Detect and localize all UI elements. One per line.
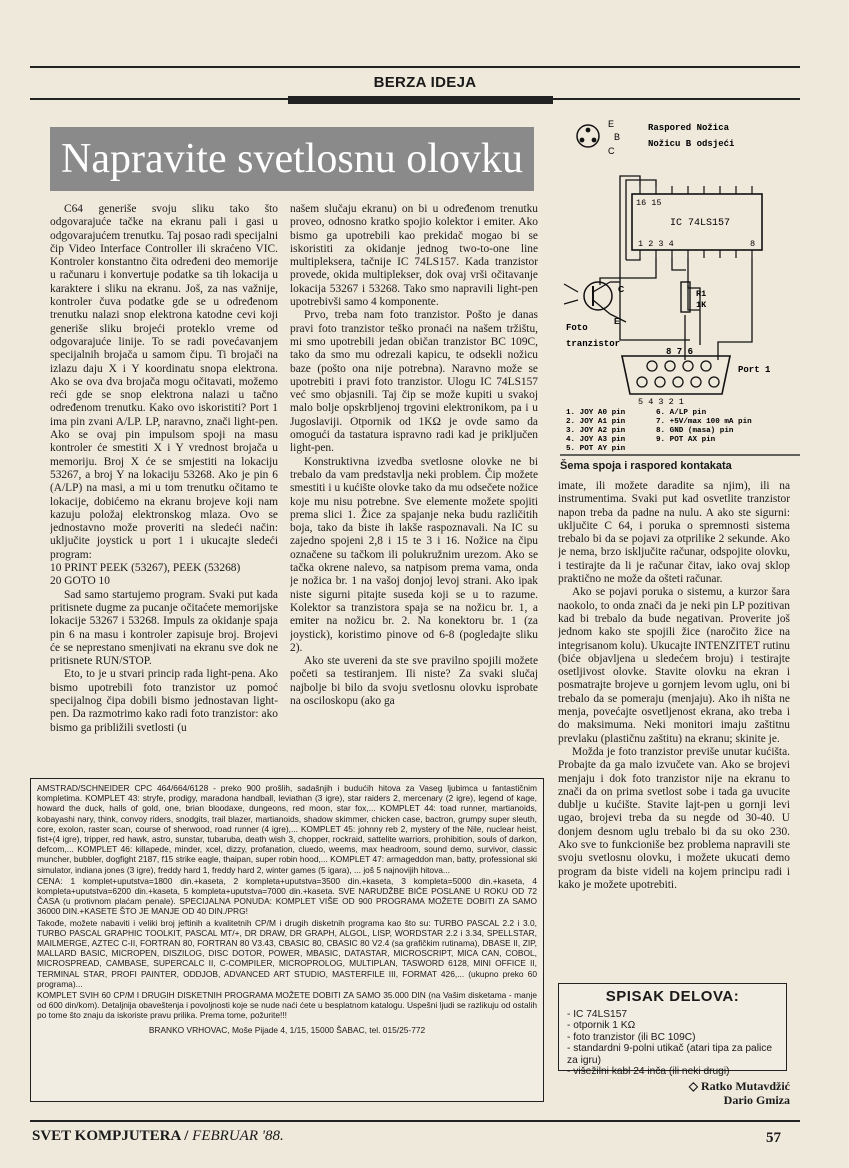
pin-list-left-3: 3. JOY A2 pin	[566, 427, 626, 435]
issue-date: FEBRUAR '88.	[192, 1128, 284, 1144]
header-rule-left	[30, 98, 288, 100]
col1-paragraph-3: Eto, to je u stvari princip rada light-pena. Ako bismo upotrebili foto tranzistor uz pomoć specijalnog čipa dobili bismo jednostavan light-pen. Da razmotrimo kako radi foto tranzistor: ako bismo ga približili svetlosti (u	[50, 668, 278, 734]
footer-magazine	[32, 1128, 284, 1145]
pin-list-left-1: 1. JOY A0 pin	[566, 409, 626, 417]
ic-label: IC 74LS157	[670, 218, 731, 229]
resistor-r1	[681, 282, 690, 312]
parts-list-title: SPISAK DELOVA:	[605, 988, 740, 1005]
parts-item: - foto tranzistor (ili BC 109C)	[567, 1031, 696, 1043]
col1-paragraph-1: C64 generiše svoju sliku tako što odgovarajuće tačke na ekranu pali i gasi u odgovarajućem trenutku. Taj posao radi specijalni čip Video Interface Controller ili skraćeno VIC. Kontroler konstantno čita određeni deo memorije u računaru i konvertuje podatke sa tih lokacija u karaktere i sliku na ekranu. Još, za nas važnije, kontroler čuva podatke gde se u određenom trenutku nalazi snop elektrona katodne cevi koji generiše sliku brojeći proteklo vreme od odgovarajuće linije. To se radi povećavanjem specijalnih brojača u samom čipu. Ti brojači na izlazu daju X i Y koordinatu snopa elektrona. Ako se ova dva brojača mogu očitavati, možemo reći gde se snop elektrona nalazi u tačno određenom trenutku. Kako ovo iskoristiti? Port 1 ima pin zvani A/LP. LP, naravno, znači light-pen. Ako se ovaj pin impulsom spoji na masu kontroler će smestiti X i Y vrednost brojača u memoriju. Broj X će se smjestiti na lokaciju 53267, a broj Y na lokaciju 53268. Ako je pin 6 (A/LP) na masi, a mi u tom trenutku očitamo te lokacije, dobićemo na ekranu brojeve koji nam kazuju položaj elektronskog mlaza. Ovo se jednostavno može proveriti na sledeći način: uključite joystick u port 1 i ukucajte sledeći program:	[50, 203, 278, 561]
foto-label-1: Foto	[566, 323, 588, 333]
port-1-connector	[622, 356, 730, 394]
pin-list-left-4: 4. JOY A3 pin	[566, 436, 626, 444]
advertisement-box	[30, 778, 544, 1102]
pin-list-right-4: 9. POT AX pin	[656, 436, 716, 444]
parts-item: - otpornik 1 KΩ	[567, 1020, 636, 1032]
basic-listing: 10 PRINT PEEK (53267), PEEK (53268) 20 GOTO 10	[50, 562, 241, 588]
transistor-e-label: E	[614, 316, 620, 326]
port-label: Port 1	[738, 365, 771, 375]
resistor-name: R1	[696, 289, 707, 299]
parts-item: - višežilni kabl 24 inča (ili neki drugi)	[567, 1066, 730, 1078]
pinout-label-c: C	[608, 146, 615, 156]
article-title: Napravite svetlosnu olovku	[50, 127, 534, 191]
diagram-caption: Šema spoja i raspored kontakata	[560, 460, 732, 472]
ad-contact: BRANKO VRHOVAC, Moše Pijade 4, 1/15, 15000 ŠABAC, tel. 015/25-772	[148, 1024, 426, 1035]
parts-list	[567, 1009, 778, 1077]
light-arrows	[564, 284, 578, 304]
header-rule-top	[30, 66, 800, 68]
col1-paragraph-2: Sad samo startujemo program. Svaki put kada pritisnete dugme za pucanje očitaćete memorijske lokacije 53267 i 53268. Impuls za okidanje spaja pin 6 na masu i kontroler zapisuje broj. Brojevi će se neprestano smenjivati na ekranu sve dok ne pritisnete RUN/STOP.	[50, 588, 278, 668]
footer-rule	[30, 1120, 800, 1122]
pin-list-right-1: 6. A/LP pin	[656, 409, 707, 417]
resistor-value: 1K	[696, 300, 707, 310]
col2-paragraph-2: Prvo, treba nam foto tranzistor. Pošto je danas pravi foto tranzistor teško pronaći na našem tržištu, mi smo upotrebili jedan običan tranzistor BC 109C, tako da smo mu odrezali kapicu, te odsekli nožicu baze (pošto ona nije potrebna). Naravno može se upotrebiti i pravi foto tranzistor. Ulogu IC 74LS157 već smo objasnili. Taj čip se može kupiti u svakoj malo bolje opskrbljenoj trgovini elektronikom, pa i u Jugoslaviji. Otpornik od 1KΩ je ovde samo da omogući da tastatura ispravno radi kad je priključen light-pen.	[290, 309, 538, 455]
parts-list-box	[558, 983, 787, 1078]
parts-item: - IC 74LS157	[567, 1009, 628, 1020]
transistor-c-label: C	[618, 284, 625, 294]
ad-paragraph-4: KOMPLET SVIH 60 CP/M I DRUGIH DISKETNIH PROGRAMA MOŽETE DOBITI ZA SAMO 35.000 DIN (na Vašim disketama - manje od 600 din/kom). Detaljnija obaveštenja i povoljnosti koje se nude naći ćete u besplatnom katalogu. Uspešni ljudi se razlikuju od ostalih po tome što znaju da iskoriste pravu prilika. Prema tome, požurite!!!	[37, 990, 537, 1021]
article-authors	[620, 1079, 790, 1107]
pin-list-left-2: 2. JOY A1 pin	[566, 418, 626, 426]
article-column-1	[50, 203, 278, 773]
col3-paragraph-1: imate, ili možete daradite sa njim), ili na instrumentima. Svaki put kad osvetlite tranzistor napon treba da padne na nulu. A ako ste sigurni: uključite C 64, i poruka o spremnosti sistema trebalo bi da se pojavi za otprilike 2 sekunde. Ako je nema, brzo isključite računar, odspojite olovku, i testirajte da li je računar čitav, iako ovaj sklop praktično ne može da ošteti računar.	[558, 480, 790, 586]
header-bar	[288, 96, 553, 104]
pinout-label-b: B	[614, 132, 621, 142]
author-2: Dario Gmiza	[723, 1093, 790, 1107]
ad-paragraph-3: Takođe, možete nabaviti i veliki broj jeftinih a kvalitetnih CP/M i drugih disketnih programa kao što su: TURBO PASCAL 2.2 i 3.0, TURBO PASCAL GRAPHIC TOOLKIT, PASCAL MT/+, DR DRAW, DR GRAPH, ALGOL, LISP, WORDSTAR 2.2 i 3.34, SPELLSTAR, MAILMERGE, AZTEC C-II, FORTRAN 80, FORTRAN 80 V3.43, CBASIC 80, CBASIC 80 V2.4 (sa grafičkim rutinama), DBASE II, ZIP, MALLARD BASIC, MICROPEN, DISZILOG, DISC DOTOR, POWER, MBASIC, DATASTAR, MICROSCRIPT, MICA CAN, COBOL, MICROSPREAD, CAMBASE, SUPERCALC II, C-COMPILER, MICROPROLOG, MULTIPLAN, TASWORD 6128, MINI OFFICE II, TERMINAL STAR, PROFI PAINTER, ODDJOB, ADVANCED ART STUDIO, MASTERFILE III, FORMAT 426,... (ukupno preko 60 programa)...	[37, 917, 537, 989]
col2-paragraph-4: Ako ste uvereni da ste sve pravilno spojili možete početi sa testiranjem. Ili niste? Za svaki slučaj najbolje bi bilo da svoju svetlosnu olovku isprobate na osciloskopu (ako ga	[290, 655, 538, 707]
parts-item: - standardni 9-polni utikač (atari tipa za palice za igru)	[567, 1043, 772, 1066]
ic-pins-bottom-label: 1 2 3 4	[638, 239, 674, 249]
foto-label-2: tranzistor	[566, 339, 621, 349]
article-column-2	[290, 203, 538, 773]
col2-paragraph-3: Konstruktivna izvedba svetlosne olovke ne bi trebalo da vam predstavlja neki problem. Čip možete smestiti i u kućište olovke tako da mu odsečete nožice koje mu nisu potrebne. Sve elemente možete spojiti prema slici 1. Žice za spajanje neka budu različitih boja, tako da biste ih lakše raspoznavali. Na IC su zajedno spojeni 2,8 i 15 te 3 i 16. Nožice na čipu označene su tačkom ili polukružnim urezom. Ako se tačka okrene nalevo, sa natpisom prema vama, onda je nožica br. 1 na vašoj donjoj levoj strani. Ako ipak niste sigurni pitajte suseda koji se u to razume. Kolektor sa tranzistora spaja se na nožicu br. 1, a emiter na nožicu br. 2. Na konektoru br. 1 (za joystick), koristimo pinove od 6-8 (pogledajte sliku 2).	[290, 455, 538, 654]
magazine-name: SVET KOMPJUTERA /	[32, 1128, 189, 1144]
page-number: 57	[766, 1130, 781, 1146]
pin-list-left-5: 5. POT AY pin	[566, 445, 626, 453]
article-column-3	[558, 480, 790, 978]
ic-pin-8-label: 8	[750, 239, 756, 249]
port-pins-bottom-label: 5 4 3 2 1	[638, 397, 684, 407]
section-label: BERZA IDEJA	[373, 74, 477, 91]
pin-list-right-3: 8. GND (masa) pin	[656, 427, 734, 435]
schematic-diagram	[560, 110, 800, 490]
header-rule-right	[553, 98, 800, 100]
col2-paragraph-1: našem slučaju ekranu) on bi u određenom trenutku proveo, odnosno kratko spojio kolektor i emiter. Ako bismo ga upotrebili kao prekidač mogao bi se iskoristiti za okidanje jednog two-to-one line multipleksera, tačnije IC 74LS157. Kada tranzistor provede, okida multiplekser, dok ovaj vrši očitavanje lokacija 53267 i 53268. Tako smo napravili light-pen upotrebivši samo 4 komponente.	[290, 203, 538, 309]
ic-pins-top-label: 16 15	[636, 198, 662, 208]
col3-paragraph-2: Ako se pojavi poruka o sistemu, a kurzor šara naokolo, to onda znači da je neki pin LP pozitivan kad bi trebalo da bude negativan. Proverite još jednom kako ste spojili žice (naročito žice na integrisanom kolu). Ukucajte INTENZITET rutinu (biće objavljena u sledećem broju) i testirajte osetljivost olovke. Stavite olovku na ekran i posmatrajte brojeve u gornjem levom uglu, oni bi trebalo da se pomeraju (menjaju). Ako ih ništa ne menja, povećajte osvetljenost ekrana, ako treba i do maksimuma. Neki monitori imaju zaštitnu prevlaku (plastičnu zaštitu) na ekranu; skinite je.	[558, 586, 790, 745]
pinout-label-e: E	[608, 119, 615, 129]
photo-transistor-icon	[584, 282, 612, 310]
port-pins-top-label: 8 7 6	[666, 347, 694, 357]
pin-list-right-2: 7. +5V/max 100 mA pin	[656, 418, 752, 426]
ad-paragraph-2: CENA: 1 komplet+uputstva=1800 din.+kaseta, 2 kompleta+uputstva=3500 din.+kaseta, 3 kompleta=5000 din.+kaseta, 4 kompleta+uputstva=6200 din.+kaseta, 5 kompleta+uputstva=7000 din.+kaseta. SVE NARUDŽBE BIĆE POSLANE U ROKU OD 72 ČASA (u protivnom plaćam penale). SPECIJALNA PONUDA: KOMPLET VIŠE OD 900 PROGRAMA MOŽETE DOBITI ZA SAMO 36000 DIN.+KASETE ŠTO JE MANJE OD 40 DIN./PRG!	[37, 875, 537, 917]
pinout-title-2: Nožicu B odsjeći	[648, 139, 735, 149]
col3-paragraph-3: Možda je foto tranzistor previše unutar kućišta. Probajte da ga malo izvučete van. Ako se brojevi menjaju i dok foto tranzistor nije na ekranu to znači da on prima svetlost sobe i tada ga uvucite dublje u kućište. Stavite lajt-pen u gornji levi ugao, brojevi treba da su negde od 30-40. U donjem desnom uglu trebalo bi da su oko 230. Ako sve to funkcioniše bez problema napravili ste svoju svetlosnu olovku, i možete ukucati demo program da biste videli na kojem principu radi i kako je možete upotrebiti.	[558, 745, 790, 891]
pinout-title-1: Raspored Nožica	[648, 123, 730, 133]
author-1: ◇ Ratko Mutavdžić	[688, 1079, 790, 1093]
ad-paragraph-1: AMSTRAD/SCHNEIDER CPC 464/664/6128 - preko 900 prošlih, sadašnjih i budućih hitova za Vaseg ljubimca u fantastičnim kompletima. KOMPLET 43: stryfe, prodigy, maradona handball, leviathan (3 igre), star raiders 2, mercenary (2 igre), legend of kage, howard the duck, halls of gold, one, brian bloodaxe, dungeons, red moon, star fox,... KOMPLET 44: toad runner, martianoids, kobayashi nary, think, convoy riders, snodgits, trail blazer, martianoids, shadow skimmer, chicken case, bactron, grumpy super sleuth, core, exolon, raster scan, course of sherwood, road runner (4 igre),... KOMPLET 45: johnny reb 2, mystery of the Nile, nuclear heist, fist+(4 igre), tripper, red hawk, astro, sunstar, tubaruba, death wish 3, chopper, rockraid, sattelite warriors, prohibition, souls of darkon, defcom,... KOMPLET 46: killapede, minder, xcel, dizzy, profanation, cluedo, weems, max headroom, sound demo, survivor, classic muncher, bubbler, dogfight 2187, f15 strike eagle, thaipan, super robin hood,... KOMPLET 47: armageddon man, batty, professional ski simulator, indiana jones (3 igre), freddy hard 1, freddy hard 2, winter games (5 igara), ... još 5 najnovijih hitova...	[37, 783, 537, 875]
